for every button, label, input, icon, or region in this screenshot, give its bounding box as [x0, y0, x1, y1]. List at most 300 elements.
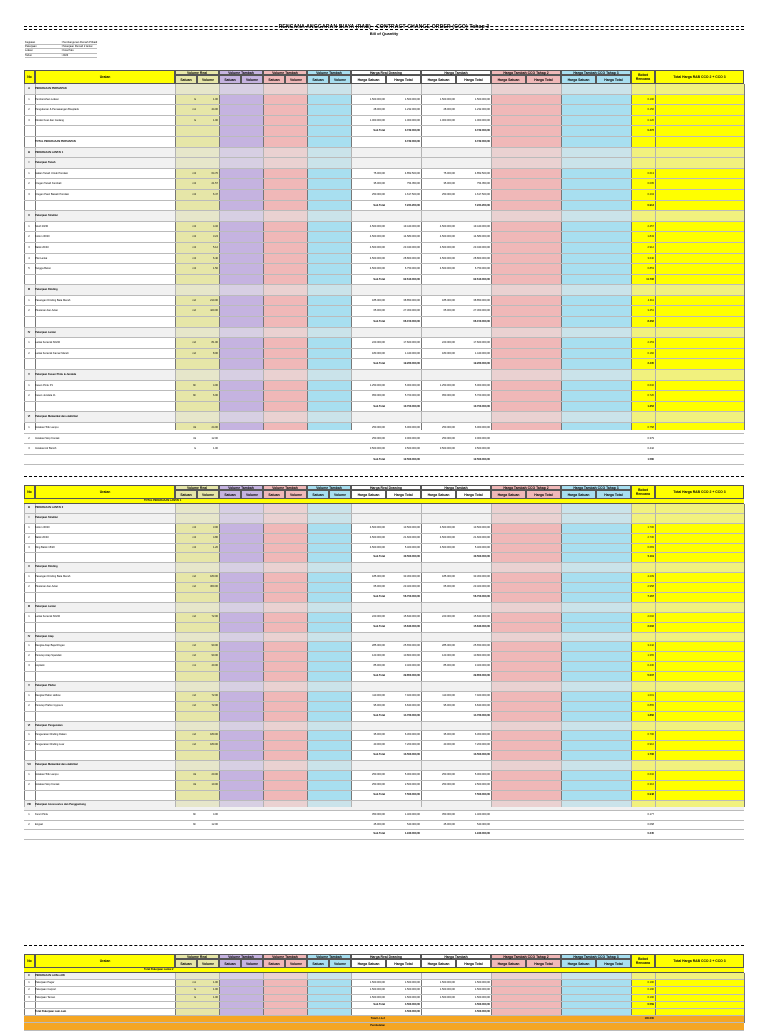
row-unit: m3	[192, 545, 196, 549]
row-weight: 2.457	[647, 224, 654, 228]
row-weight: 1.706	[647, 753, 654, 757]
row-total-price: 5.400.000,00	[404, 545, 420, 549]
row-volume: 20.00	[211, 773, 218, 777]
row-weight: 0.853	[647, 267, 654, 271]
row-unit-price: 1.500.000,00	[369, 981, 385, 985]
row-weight: 0.379	[647, 436, 654, 440]
row-total-price: 17.820.000,00	[403, 341, 420, 345]
meta-key: Tahun	[25, 53, 33, 57]
header-subcell: Harga Total	[526, 959, 561, 968]
row-description: Rangka Plafon Hollow	[35, 693, 61, 697]
row-description: Pekerjaan Pagar	[35, 981, 55, 985]
table-row	[24, 987, 744, 994]
table-row	[24, 275, 744, 286]
row-number: 2	[28, 108, 30, 112]
row-number: 1	[28, 575, 30, 579]
row-total-price-added: 754.950,00	[477, 182, 490, 186]
row-volume: 72.00	[211, 703, 218, 707]
row-total-price-added: 7.224.950,00	[474, 203, 490, 207]
header-cell: No	[24, 485, 35, 499]
row-total-price: 66.150.000,00	[403, 320, 420, 324]
row-unit: ls	[194, 447, 196, 451]
row-total-price-added: 10.800.000,00	[473, 654, 490, 658]
row-unit-price-added: 1.500.000,00	[439, 995, 455, 999]
row-description: Pekerjaan Accessories dan Penggantung	[35, 802, 86, 806]
row-volume: 360.00	[210, 585, 218, 589]
row-unit-price: 110.000,00	[372, 693, 385, 697]
row-unit-price-added: 95.000,00	[443, 703, 455, 707]
header-subcell: Harga Satuan	[351, 959, 386, 968]
table-row	[24, 137, 744, 148]
header-subcell: Volume	[285, 959, 307, 968]
row-description: Pekerjaan Tanah	[35, 161, 56, 165]
table-body	[24, 84, 744, 461]
row-volume: 6.40	[212, 256, 218, 260]
row-description: Direksi Keet dan Gudang	[35, 118, 64, 122]
row-unit-price-added: 250.000,00	[442, 782, 455, 786]
row-weight: 0.190	[647, 981, 654, 985]
row-number: 2	[28, 351, 30, 355]
row-weight: 1.365	[647, 654, 654, 658]
row-total-price-added: 1.500.000,00	[474, 995, 490, 999]
row-unit: m3	[192, 171, 196, 175]
row-volume: 5.12	[212, 245, 218, 249]
row-total-price-added: 5.700.000,00	[474, 394, 490, 398]
row-weight: 0.632	[647, 383, 654, 387]
header-subcell: Harga Total	[456, 75, 491, 84]
row-total-price-added: 2.500.000,00	[474, 782, 490, 786]
row-weight: 1.352	[647, 404, 654, 408]
row-volume: 10.00	[211, 782, 218, 786]
row-description: PEKERJAAN LAIN-LAIN	[35, 974, 65, 977]
header-cell: Total Harga RAB CCO 2 + CCO 3	[655, 485, 744, 499]
row-unit-price: 35.000,00	[373, 182, 385, 186]
row-total-price-added: 540.000,00	[477, 822, 490, 826]
row-total-price-added: 3.732.000,00	[474, 139, 490, 143]
row-volume: 8.00	[212, 351, 218, 355]
row-number: 2	[28, 235, 30, 239]
row-number: 2	[28, 782, 30, 786]
header-subcell: Harga Satuan	[421, 959, 456, 968]
row-weight: 0.095	[647, 182, 654, 186]
row-volume: 72.00	[211, 693, 218, 697]
table-header	[24, 70, 744, 84]
row-total-price-added: 21.600.000,00	[473, 535, 490, 539]
header-subcell: Harga Total	[526, 75, 561, 84]
row-unit-price-added: 28.000,00	[443, 108, 455, 112]
row-total-price: 1.440.000,00	[404, 351, 420, 355]
row-unit-price: 4.500.000,00	[369, 525, 385, 529]
row-weight: 0.190	[647, 97, 654, 101]
sheet-total-label: Total Pekerjaan Lantai 2	[144, 968, 174, 971]
table-row	[24, 402, 744, 413]
row-total-price-added: 15.840.000,00	[473, 624, 490, 628]
row-description: Pekerjaan Carport	[35, 988, 57, 992]
row-unit: m2	[192, 585, 196, 589]
row-number: 1	[28, 614, 30, 618]
row-total-price: 540.000,00	[407, 822, 420, 826]
row-description: Pekerjaan Atap	[35, 634, 54, 638]
document-title: RENCANA ANGGARAN BIAYA (RAB) - CONTRACT CHANGE ORDER (CCO) Tahap 3	[278, 24, 490, 30]
row-total-price: 15.840.000,00	[403, 624, 420, 628]
header-subcell: Satuan	[219, 75, 241, 84]
row-total-price-added: 40.500.000,00	[473, 555, 490, 559]
row-number: 3	[28, 447, 30, 451]
table-row	[24, 593, 744, 603]
row-number: A	[28, 87, 30, 90]
table-row	[24, 821, 744, 831]
table-row	[24, 169, 744, 180]
row-subtotal-label: Sub Total	[373, 624, 385, 628]
row-description: Total Pekerjaan Lain-Lain	[35, 1009, 67, 1013]
row-unit-price-added: 45.000,00	[443, 822, 455, 826]
table-row	[24, 524, 744, 534]
row-total-price: 5.000.000,00	[404, 773, 420, 777]
row-number: B	[28, 150, 30, 154]
row-number: 1	[28, 171, 30, 175]
row-unit-price-added: 75.000,00	[443, 171, 455, 175]
row-description: Ring Balok 15/20	[35, 545, 55, 549]
column-gridline	[744, 84, 745, 430]
row-number: B	[28, 506, 30, 509]
row-subtotal-label: Sub Total	[373, 595, 385, 599]
row-weight: 3.242	[647, 644, 654, 648]
row-total-price: 1.617.500,00	[404, 192, 420, 196]
row-total-price-added: 15.840.000,00	[473, 614, 490, 618]
row-weight: 0.177	[647, 812, 654, 816]
row-weight: 0.632	[647, 773, 654, 777]
row-unit-price-added: 250.000,00	[442, 192, 455, 196]
row-unit: ls	[194, 988, 196, 992]
row-description: Pekerjaan Struktur	[35, 515, 59, 519]
row-volume: 81.00	[211, 341, 218, 345]
header-subcell: Harga Satuan	[351, 490, 386, 499]
row-total-price-added: 3.500.000,00	[474, 447, 490, 451]
row-number: VI	[27, 723, 31, 727]
row-weight: 0.430	[647, 664, 654, 668]
row-total-price-added: 19.440.000,00	[473, 224, 490, 228]
row-unit: m1	[192, 664, 196, 668]
row-total-price-added: 23.400.000,00	[473, 585, 490, 589]
row-description: Plat Lantai	[35, 256, 48, 260]
row-total-price: 1.232.000,00	[404, 108, 420, 112]
row-unit: bh	[193, 822, 196, 826]
table-row	[24, 544, 744, 554]
row-unit: m3	[192, 224, 196, 228]
row-unit-price-added: 35.000,00	[443, 733, 455, 737]
table-row	[24, 423, 744, 434]
row-description: Kusen Jendela J1	[35, 394, 56, 398]
row-volume: 40.00	[211, 664, 218, 668]
header-subcell: Volume	[241, 75, 263, 84]
row-unit-price: 250.000,00	[372, 426, 385, 429]
table-row	[24, 781, 744, 791]
row-weight: 11.706	[646, 277, 654, 281]
row-unit-price-added: 4.500.000,00	[439, 245, 455, 249]
header-cell: Harga Real Drawing	[351, 485, 421, 490]
row-number: VIII	[27, 802, 31, 806]
row-weight: 3.451	[647, 309, 654, 313]
row-total-price: 14.580.000,00	[403, 235, 420, 239]
row-unit-price-added: 1.500.000,00	[439, 97, 455, 101]
row-total-price-added: 92.610.000,00	[473, 277, 490, 281]
header-subcell: Volume	[197, 490, 219, 499]
row-volume: 1.00	[212, 447, 218, 451]
row-weight: 100.000	[644, 1017, 654, 1021]
header-cell: Volume Tambah	[263, 485, 307, 490]
row-unit-price: 950.000,00	[372, 394, 385, 398]
row-volume: 180.00	[210, 575, 218, 579]
header-subcell: Harga Total	[596, 959, 631, 968]
row-number: I	[28, 161, 30, 165]
row-total-price-added: 5.000.000,00	[474, 383, 490, 387]
table-row	[24, 381, 744, 392]
table-row	[24, 751, 744, 761]
table-row	[24, 603, 744, 613]
row-number: 1	[28, 224, 30, 228]
row-volume: 1.20	[212, 545, 218, 549]
header-subcell: Satuan	[219, 490, 241, 499]
row-unit-price: 4.500.000,00	[369, 256, 385, 260]
table-row	[24, 712, 744, 722]
row-unit-price: 180.000,00	[372, 351, 385, 355]
row-subtotal-label: Sub Total	[373, 277, 385, 281]
header-cell: Bobot Rencana	[631, 70, 655, 84]
rab-sheet-1	[24, 70, 744, 461]
row-total-price-added: 56.700.000,00	[473, 595, 490, 599]
row-unit-price-added: 3.500.000,00	[439, 447, 455, 451]
header-subcell: Satuan	[219, 959, 241, 968]
row-total-price-added: 5.000.000,00	[474, 773, 490, 777]
row-unit: m3	[192, 245, 196, 249]
row-unit: m3	[192, 192, 196, 196]
row-total-price: 4.500.000,00	[404, 1009, 420, 1013]
row-unit: m2	[192, 575, 196, 579]
rab-sheet-3	[24, 954, 744, 1028]
row-weight: 5.119	[647, 555, 654, 559]
row-volume: 72.00	[211, 614, 218, 618]
table-row	[24, 980, 744, 987]
row-number: 1	[28, 426, 30, 429]
table-row	[24, 722, 744, 732]
table-row	[24, 682, 744, 692]
row-unit-price: 4.500.000,00	[369, 267, 385, 271]
row-description: Instalasi Air Bersih	[35, 447, 57, 451]
row-total-price-added: 6.840.000,00	[474, 703, 490, 707]
row-unit: bh	[193, 394, 196, 398]
row-description: Pekerjaan Lantai	[35, 604, 56, 608]
row-unit: bh	[193, 812, 196, 816]
header-subcell: Harga Total	[386, 75, 421, 84]
header-cell: Volume Tambah	[307, 70, 351, 75]
table-row	[24, 662, 744, 672]
row-unit-price: 250.000,00	[372, 436, 385, 440]
row-total-price-added: 66.150.000,00	[473, 320, 490, 324]
row-weight: 0.182	[647, 351, 654, 355]
meta-value: : 2023	[61, 53, 69, 57]
row-subtotal-label: Sub Total	[373, 320, 385, 324]
row-unit-price: 4.500.000,00	[369, 545, 385, 549]
row-unit: m2	[192, 614, 196, 618]
row-total-price: 7.200.000,00	[404, 743, 420, 747]
row-unit: m3	[192, 182, 196, 186]
table-row	[24, 444, 744, 455]
row-total-price-added: 1.940.000,00	[474, 832, 490, 836]
row-description: PEKERJAAN LANTAI 1	[35, 150, 64, 154]
table-row	[24, 811, 744, 821]
table-row	[24, 126, 744, 137]
row-unit-price-added: 85.000,00	[443, 664, 455, 668]
meta-key: Pekerjaan	[25, 45, 37, 49]
row-number: II	[28, 214, 30, 218]
header-cell: Uraian	[35, 485, 175, 499]
row-description: Instalasi Titik Lampu	[35, 773, 59, 777]
row-unit: m2	[192, 743, 196, 747]
row-description: Pekerjaan Dinding	[35, 565, 58, 569]
row-description: Engsel	[35, 822, 43, 826]
header-subcell: Volume	[329, 490, 351, 499]
row-total-price: 13.500.000,00	[403, 753, 420, 757]
row-weight: 2.253	[647, 341, 654, 345]
header-cell: Volume Tambah	[307, 954, 351, 959]
header-cell: Volume Tambah	[263, 70, 307, 75]
table-row	[24, 158, 744, 169]
row-total-price-added: 14.580.000,00	[473, 235, 490, 239]
header-cell: Harga Tambah CCO Tahap 3	[561, 485, 631, 490]
row-unit-price-added: 1.250.000,00	[439, 383, 455, 387]
row-total-price: 15.840.000,00	[403, 614, 420, 618]
row-volume: 1.00	[212, 995, 218, 999]
row-number: 4	[28, 256, 30, 260]
row-description: Urugan Tanah Kembali	[35, 182, 62, 186]
row-description: Instalasi Titik Lampu	[35, 426, 59, 429]
header-subcell: Harga Satuan	[491, 490, 526, 499]
header-subcell: Satuan	[175, 75, 197, 84]
column-gridline	[744, 973, 745, 1023]
row-description: Penutup Atap Spandek	[35, 654, 62, 658]
row-unit-price: 4.500.000,00	[369, 245, 385, 249]
row-total-price: 23.400.000,00	[403, 585, 420, 589]
row-number: 2	[28, 436, 30, 440]
row-number: 2	[28, 654, 30, 658]
rab-sheet-2	[24, 485, 744, 836]
row-description: Instalasi Stop Kontak	[35, 436, 60, 440]
row-volume: 4.80	[212, 535, 218, 539]
header-subcell: Satuan	[307, 959, 329, 968]
row-weight: 0.910	[647, 743, 654, 747]
header-cell: Volume Tambah	[307, 485, 351, 490]
table-row	[24, 105, 744, 116]
row-unit: m3	[192, 256, 196, 260]
row-number: 2	[28, 535, 30, 539]
row-total-price: 6.300.000,00	[404, 733, 420, 737]
row-unit-price-added: 285.000,00	[442, 644, 455, 648]
row-total-price: 7.224.950,00	[404, 203, 420, 207]
header-subcell: Harga Satuan	[491, 959, 526, 968]
header-subcell: Satuan	[263, 959, 285, 968]
row-description: Plesteran dan Acian	[35, 585, 59, 589]
row-volume: 1.00	[212, 118, 218, 122]
header-subcell: Harga Total	[456, 959, 491, 968]
row-number: C	[28, 974, 30, 977]
row-unit-price-added: 4.500.000,00	[439, 224, 455, 228]
row-total-price-added: 7.200.000,00	[474, 743, 490, 747]
table-row	[24, 1009, 744, 1016]
row-weight: 0.720	[647, 394, 654, 398]
row-total-price-added: 6.300.000,00	[474, 733, 490, 737]
row-subtotal-label: Sub Total	[373, 792, 385, 796]
row-unit-price: 350.000,00	[372, 812, 385, 816]
header-subcell: Harga Total	[386, 959, 421, 968]
row-weight: 0.068	[647, 822, 654, 826]
table-row	[24, 534, 744, 544]
row-description: Pekerjaan Dinding	[35, 288, 58, 292]
row-number: III	[27, 288, 31, 292]
row-weight: 0.758	[647, 426, 654, 429]
row-volume: 1.00	[212, 97, 218, 101]
row-unit-price-added: 250.000,00	[442, 426, 455, 429]
row-subtotal-label: Sub Total	[373, 555, 385, 559]
table-row	[24, 148, 744, 159]
row-number: 2	[28, 822, 30, 826]
row-total-price-added: 4.500.000,00	[474, 1009, 490, 1013]
row-weight: 0.865	[647, 703, 654, 707]
row-unit-price-added: 4.500.000,00	[439, 535, 455, 539]
row-total-price: 13.500.000,00	[403, 525, 420, 529]
table-row	[24, 95, 744, 106]
row-number: 2	[28, 585, 30, 589]
meta-value: : Kota Palu	[61, 49, 74, 53]
table-row	[24, 349, 744, 360]
row-subtotal-label: Sub Total	[373, 404, 385, 408]
header-cell: Bobot Rencana	[631, 954, 655, 968]
row-weight: 0.245	[647, 832, 654, 836]
header-cell: Harga Tambah	[421, 70, 491, 75]
header-cell: Harga Tambah CCO Tahap 2	[491, 485, 561, 490]
row-total-price: 3.732.000,00	[404, 139, 420, 143]
row-description: Pekerjaan Plafon	[35, 684, 56, 688]
row-total-price: 1.000.000,00	[404, 118, 420, 122]
row-number: 2	[28, 703, 30, 707]
row-volume: 12.00	[211, 822, 218, 826]
row-total-price-added: 3.400.000,00	[474, 664, 490, 668]
row-total-price-added: 27.300.000,00	[473, 309, 490, 313]
row-number: 1	[28, 812, 30, 816]
meta-value: : Pekerjaan Rumah 2 lantai	[61, 45, 93, 49]
row-total-price-added: 1.232.000,00	[474, 108, 490, 112]
header-cell: Harga Real Drawing	[351, 954, 421, 959]
row-number: 1	[28, 981, 30, 985]
row-total-price: 92.610.000,00	[403, 277, 420, 281]
header-subcell: Volume	[285, 490, 307, 499]
row-total-price: 6.750.000,00	[404, 267, 420, 271]
header-cell: Volume Tambah	[263, 954, 307, 959]
row-total-price-added: 10.700.000,00	[473, 404, 490, 408]
row-total-price-added: 4.500.000,00	[474, 1002, 490, 1006]
row-total-price-added: 23.040.000,00	[473, 245, 490, 249]
row-total-price: 1.500.000,00	[404, 995, 420, 999]
row-total-price-added: 13.500.000,00	[473, 525, 490, 529]
header-cell: No	[24, 954, 35, 968]
row-total-price-added: 28.800.000,00	[473, 256, 490, 260]
row-number: IV	[27, 634, 31, 638]
table-row	[24, 973, 744, 980]
row-number: 1	[28, 298, 30, 302]
row-unit: m1	[192, 108, 196, 112]
header-subcell: Volume	[329, 75, 351, 84]
row-number: 1	[28, 97, 30, 101]
header-subcell: Harga Total	[596, 75, 631, 84]
